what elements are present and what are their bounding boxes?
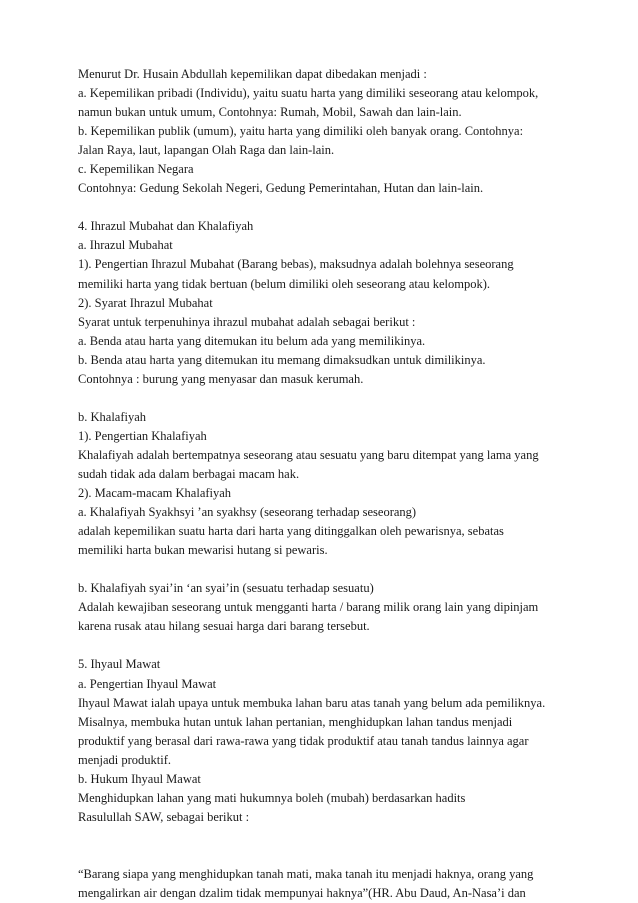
khalafiyah-section	[78, 408, 578, 560]
khalafiyah-line-2: Khalafiyah adalah bertempatnya seseorang atau sesuatu yang baru ditempat yang lama yang	[78, 447, 539, 462]
intro-line-6: c. Kepemilikan Negara	[78, 162, 194, 177]
ihrazul-line-2: memiliki harta yang tidak bertuan (belum dimiliki oleh seseorang atau kelompok).	[78, 276, 491, 291]
intro-line-1: Menurut Dr. Husain Abdullah kepemilikan dapat dibedakan menjadi :	[78, 67, 427, 81]
ihyaul-line-4: produktif yang berasal dari rawa-rawa yang tidak produktif atau tanah tandus lainnya agar	[78, 733, 529, 748]
ihrazul-line-1: 1). Pengertian Ihrazul Mubahat (Barang bebas), maksudnya adalah bolehnya seseorang	[78, 257, 514, 272]
document-body	[78, 65, 578, 903]
ihyaul-line-1: a. Pengertian Ihyaul Mawat	[78, 676, 217, 691]
ihyaul-section	[78, 655, 578, 826]
khalafiyah-line-7: memiliki harta bukan mewarisi hutang si pewaris.	[78, 543, 328, 558]
khalafiyah-line-6: adalah kepemilikan suatu harta dari harta yang ditinggalkan oleh pewarisnya, sebatas	[78, 524, 504, 539]
ihrazul-line-3: 2). Syarat Ihrazul Mubahat	[78, 295, 213, 310]
ihrazul-line-7: Contohnya : burung yang menyasar dan masuk kerumah.	[78, 371, 364, 386]
subsection-heading: b. Khalafiyah	[78, 409, 147, 424]
paragraph-gap	[78, 198, 578, 217]
khalafiyah-b-section	[78, 579, 578, 636]
khalafiyah-line-4: 2). Macam-macam Khalafiyah	[78, 486, 232, 501]
subsection-heading: a. Ihrazul Mubahat	[78, 238, 173, 253]
intro-line-4: b. Kepemilikan publik (umum), yaitu harta yang dimiliki oleh banyak orang. Contohnya:	[78, 124, 524, 139]
hadith-line-1: “Barang siapa yang menghidupkan tanah mati, maka tanah itu menjadi haknya, orang yang	[78, 866, 534, 881]
khalafiyah-b-line-3: karena rusak atau hilang sesuai harga dari barang tersebut.	[78, 619, 370, 634]
section-heading: 4. Ihrazul Mubahat dan Khalafiyah	[78, 219, 254, 234]
ihyaul-line-3: Misalnya, membuka hutan untuk lahan pertanian, menghidupkan lahan tandus menjadi	[78, 714, 513, 729]
ihyaul-line-6: b. Hukum Ihyaul Mawat	[78, 771, 201, 786]
khalafiyah-line-5: a. Khalafiyah Syakhsyi ’an syakhsy (seseorang terhadap seseorang)	[78, 505, 417, 520]
hadith-line-2: mengalirkan air dengan dzalim tidak mempunyai haknya”(HR. Abu Daud, An-Nasa’i dan	[78, 886, 526, 901]
ihrazul-line-5: a. Benda atau harta yang ditemukan itu belum ada yang memilikinya.	[78, 333, 426, 348]
ihyaul-line-2: Ihyaul Mawat ialah upaya untuk membuka lahan baru atas tanah yang belum ada pemiliknya.	[78, 695, 546, 710]
paragraph-gap	[78, 389, 578, 408]
intro-line-3: namun bukan untuk umum, Contohnya: Rumah, Mobil, Sawah dan lain-lain.	[78, 105, 462, 120]
khalafiyah-b-line-1: b. Khalafiyah syai’in ‘an syai’in (sesuatu terhadap sesuatu)	[78, 581, 374, 596]
ihyaul-line-5: menjadi produktif.	[78, 752, 172, 767]
section-heading: 5. Ihyaul Mawat	[78, 657, 161, 672]
intro-line-5: Jalan Raya, laut, lapangan Olah Raga dan lain-lain.	[78, 143, 335, 158]
paragraph-gap	[78, 560, 578, 579]
ihyaul-line-8: Rasulullah SAW, sebagai berikut :	[78, 809, 250, 824]
paragraph-gap	[78, 827, 578, 865]
intro-section	[78, 65, 578, 198]
paragraph-gap	[78, 636, 578, 655]
ihrazul-section	[78, 217, 578, 388]
khalafiyah-line-1: 1). Pengertian Khalafiyah	[78, 428, 207, 443]
khalafiyah-line-3: sudah tidak ada dalam berbagai macam hak.	[78, 466, 300, 481]
intro-line-7: Contohnya: Gedung Sekolah Negeri, Gedung Pemerintahan, Hutan dan lain-lain.	[78, 181, 484, 196]
ihyaul-line-7: Menghidupkan lahan yang mati hukumnya boleh (mubah) berdasarkan hadits	[78, 790, 466, 805]
ihrazul-line-6: b. Benda atau harta yang ditemukan itu memang dimaksudkan untuk dimilikinya.	[78, 352, 486, 367]
ihrazul-line-4: Syarat untuk terpenuhinya ihrazul mubahat adalah sebagai berikut :	[78, 314, 416, 329]
hadith-quote	[78, 865, 578, 903]
khalafiyah-b-line-2: Adalah kewajiban seseorang untuk mengganti harta / barang milik orang lain yang dipinjam	[78, 600, 539, 615]
intro-line-2: a. Kepemilikan pribadi (Individu), yaitu suatu harta yang dimiliki seseorang atau kelompok,	[78, 86, 539, 101]
